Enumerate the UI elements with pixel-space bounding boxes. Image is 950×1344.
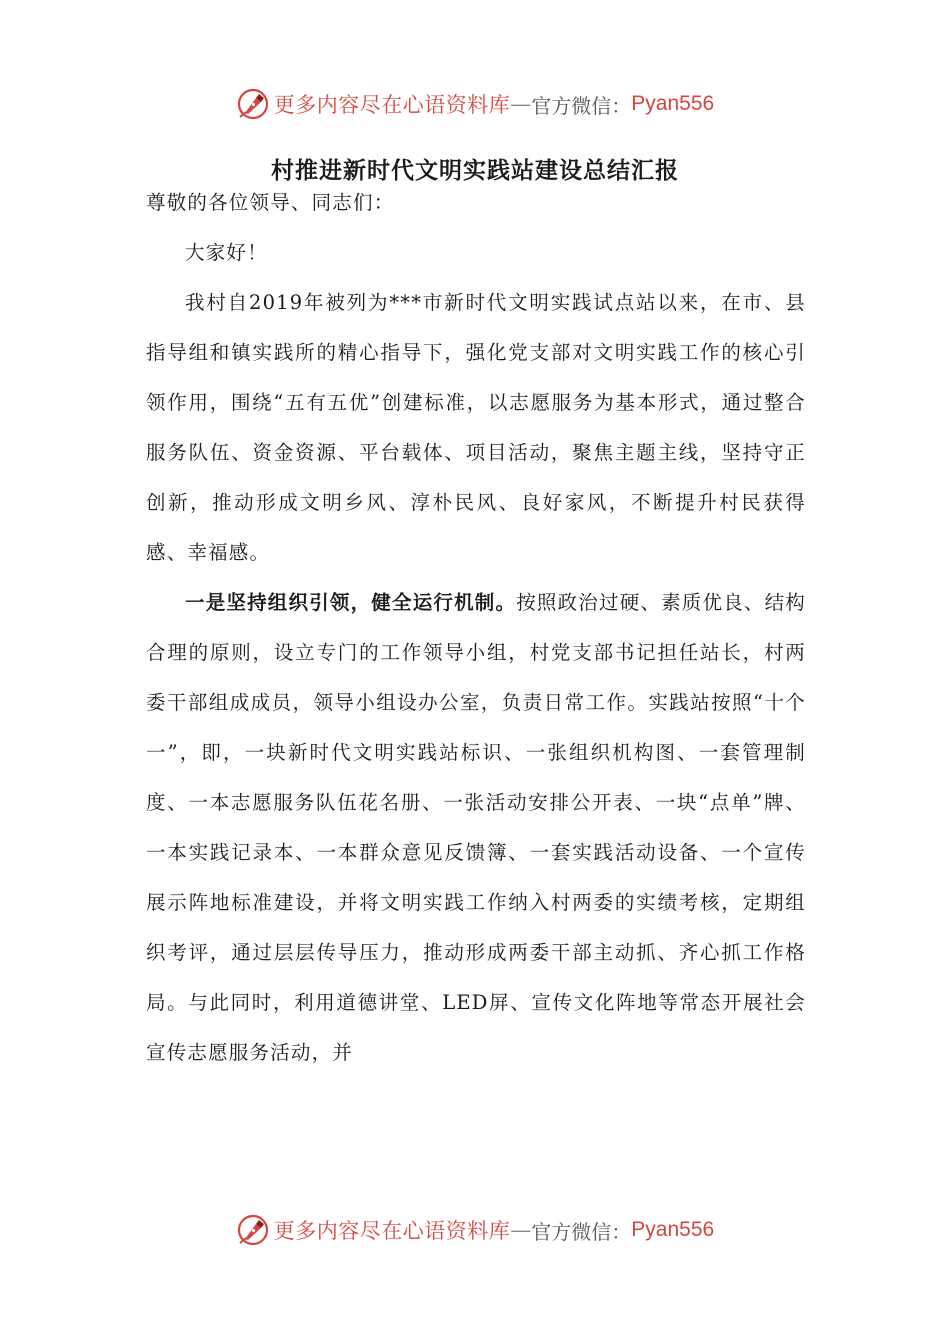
footer-banner: [0, 1210, 950, 1250]
pen-nib-logo-icon: [236, 87, 270, 121]
document-body: [146, 178, 806, 1078]
paragraph-lead-heading: 一是坚持组织引领，健全运行机制。: [185, 591, 517, 614]
salutation: 尊敬的各位领导、同志们：: [146, 191, 395, 214]
pen-nib-logo-icon: [236, 1213, 270, 1247]
header-banner: [0, 84, 950, 124]
banner-separator: —: [510, 92, 532, 116]
banner-official-label: 官方微信：: [531, 1219, 632, 1244]
banner-wechat-id: Pyan556: [631, 92, 715, 115]
banner-text: 更多内容尽在心语资料库: [273, 1219, 511, 1243]
paragraph-intro: 我村自2019年被列为***市新时代文明实践试点站以来，在市、县指导组和镇实践所的精心指导下，强化党支部对文明实践工作的核心引领作用，围绕“五有五优”创建标准，以志愿服务为基本形式，通过整合服务队伍、资金资源、平台载体、项目活动，聚焦主题主线，坚持守正创新，推动形成文明乡风、淳朴民风、良好家风，不断提升村民获得感、幸福感。: [146, 291, 806, 564]
banner-official-label: 官方微信：: [531, 93, 632, 118]
greeting: 大家好！: [185, 241, 268, 264]
banner-wechat-id: Pyan556: [631, 1218, 715, 1241]
paragraph-body-text: 按照政治过硬、素质优良、结构合理的原则，设立专门的工作领导小组，村党支部书记担任站长，村两委干部组成成员，领导小组设办公室，负责日常工作。实践站按照“十个一”，即，一块新时代文明实践站标识、一张组织机构图、一套管理制度、一本志愿服务队伍花名册、一张活动安排公开表、一块“点单”牌、一本实践记录本、一本群众意见反馈簿、一套实践活动设备、一个宣传展示阵地标准建设，并将文明实践工作纳入村两委的实绩考核，定期组织考评，通过层层传导压力，推动形成两委干部主动抓、齐心抓工作格局。与此同时，利用道德讲堂、LED屏、宣传文化阵地等常态开展社会宣传志愿服务活动，并: [146, 591, 807, 1064]
document-title: 村推进新时代文明实践站建设总结汇报: [271, 157, 679, 184]
paragraph-organization: [146, 578, 806, 1078]
banner-text: 更多内容尽在心语资料库: [273, 93, 511, 117]
banner-separator: —: [510, 1218, 532, 1242]
